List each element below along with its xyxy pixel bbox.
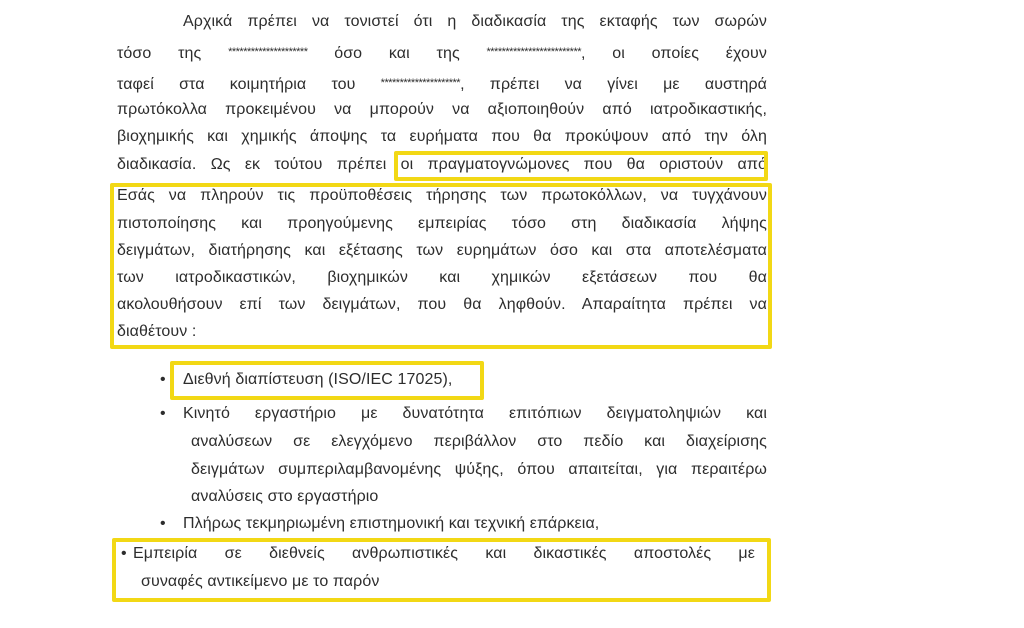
bullet-marker: • bbox=[160, 405, 166, 422]
paragraph-line: Αρχικά πρέπει να τονιστεί ότι η διαδικασία της εκταφής των σωρών bbox=[183, 13, 767, 30]
bullet-marker: • bbox=[121, 545, 127, 562]
bullet-line: αναλύσεων σε ελεγχόμενο περιβάλλον στο πεδίο και διαχείρισης bbox=[191, 433, 767, 450]
paragraph-text: , πρέπει να γίνει με αυστηρά bbox=[460, 76, 767, 93]
paragraph-line: διαθέτουν : bbox=[117, 323, 197, 340]
paragraph-line bbox=[117, 153, 767, 179]
paragraph-text: , οι οποίες έχουν bbox=[581, 45, 767, 62]
bullet-marker: • bbox=[160, 515, 166, 532]
highlighted-text: οι πραγματογνώμονες που θα οριστούν από bbox=[400, 156, 767, 173]
paragraph-line: βιοχημικής και χημικής άποψης τα ευρήματα που θα προκύψουν από την όλη bbox=[117, 128, 767, 145]
paragraph-line bbox=[117, 71, 767, 97]
paragraph-text: ταφεί στα κοιμητήρια του bbox=[117, 76, 381, 93]
paragraph-text: όσο και της bbox=[307, 45, 487, 62]
paragraph-text: διαδικασία. Ως εκ τούτου πρέπει bbox=[117, 156, 401, 173]
paragraph-line bbox=[117, 40, 767, 66]
bullet-line: Διεθνή διαπίστευση (ISO/IEC 17025), bbox=[183, 371, 453, 388]
bullet-line: Εμπειρία σε διεθνείς ανθρωπιστικές και δικαστικές αποστολές με bbox=[133, 545, 755, 562]
bullet-line: συναφές αντικείμενο με το παρόν bbox=[141, 573, 380, 590]
asterisk-redaction: ********************* bbox=[228, 46, 308, 58]
bullet-line: Κινητό εργαστήριο με δυνατότητα επιτόπιων δειγματοληψιών και bbox=[183, 405, 767, 422]
paragraph-line: πιστοποίησης και προηγούμενης εμπειρίας τόσο στη διαδικασία λήψης bbox=[117, 215, 767, 232]
paragraph-line: των ιατροδικαστικών, βιοχημικών και χημικών εξετάσεων που θα bbox=[117, 269, 767, 286]
bullet-marker: • bbox=[160, 371, 166, 388]
bullet-line: δειγμάτων συμπεριλαμβανομένης ψύξης, όπου απαιτείται, για περαιτέρω bbox=[191, 461, 767, 478]
asterisk-redaction: ************************* bbox=[486, 46, 582, 58]
paragraph-text: τόσο της bbox=[117, 45, 229, 62]
bullet-line: αναλύσεις στο εργαστήριο bbox=[191, 488, 379, 505]
paragraph-line: Εσάς να πληρούν τις προϋποθέσεις τήρησης των πρωτοκόλλων, να τυγχάνουν bbox=[117, 187, 767, 204]
paragraph-line: δειγμάτων, διατήρησης και εξέτασης των ευρημάτων όσο και στα αποτελέσματα bbox=[117, 242, 767, 259]
bullet-line: Πλήρως τεκμηριωμένη επιστημονική και τεχνική επάρκεια, bbox=[183, 515, 600, 532]
asterisk-redaction: ********************* bbox=[380, 77, 461, 89]
paragraph-line: πρωτόκολλα προκειμένου να μπορούν να αξιοποιηθούν από ιατροδικαστικής, bbox=[117, 101, 767, 118]
paragraph-line: ακολουθήσουν επί των δειγμάτων, που θα ληφθούν. Απαραίτητα πρέπει να bbox=[117, 296, 767, 313]
